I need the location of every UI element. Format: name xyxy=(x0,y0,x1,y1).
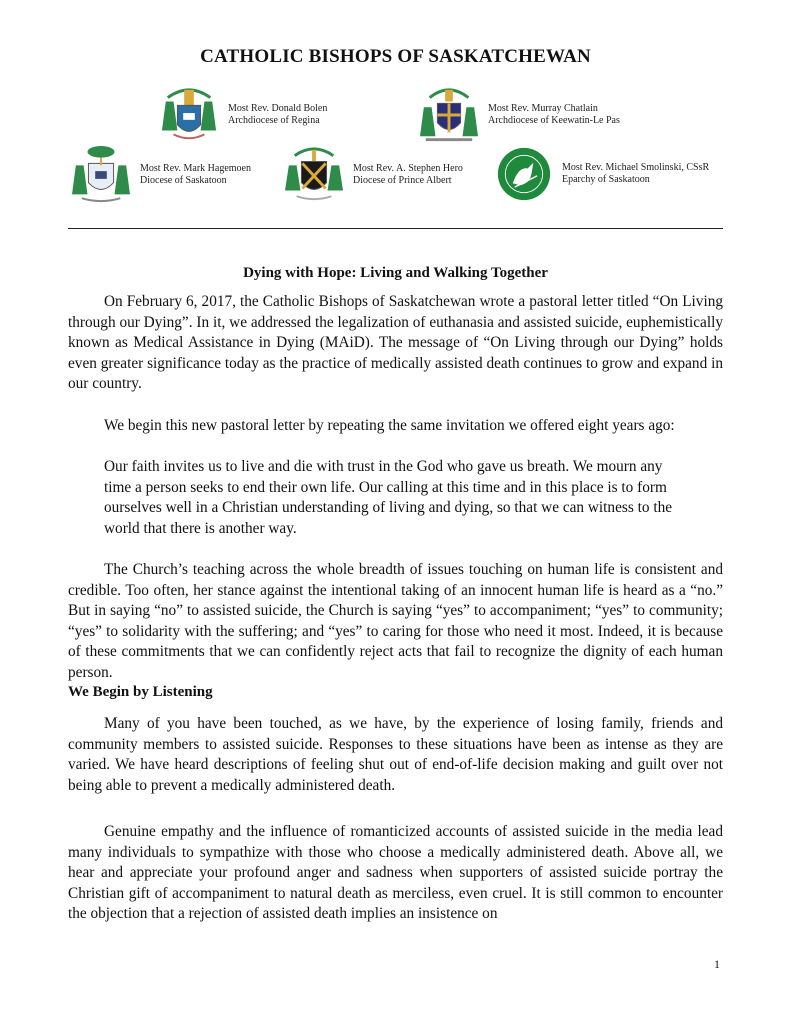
coat-of-arms-regina-icon xyxy=(160,84,218,146)
block-quote: Our faith invites us to live and die with trust in the God who gave us breath. We mourn any time a person seeks to end their own life. Our calling at this time and in this place is to form ourselves well in a Christian understanding of living and dying, so that we can witness to the world that there is another way. xyxy=(104,458,673,537)
bishop-name: Most Rev. A. Stephen Hero xyxy=(353,163,463,174)
bishop-name: Most Rev. Donald Bolen xyxy=(228,103,328,114)
bishop-see: Archdiocese of Keewatin-Le Pas xyxy=(488,115,620,126)
bishop-see: Eparchy of Saskatoon xyxy=(562,174,650,185)
bishop-see: Diocese of Prince Albert xyxy=(353,175,452,186)
coat-of-arms-prince-albert-icon xyxy=(285,144,343,206)
paragraph: On February 6, 2017, the Catholic Bishops of Saskatchewan wrote a pastoral letter titled “On Living through our Dying”. In it, we addressed the legalization of euthanasia and assisted suicide, euphemistically known as Medical Assistance in Dying (MAiD). The message of “On Living through our Dying” holds even greater significance today as the practice of medically assisted death continues to grow and expand in our country. xyxy=(68,293,723,392)
coat-of-arms-saskatoon-icon xyxy=(72,144,130,206)
bishop-name: Most Rev. Murray Chatlain xyxy=(488,103,598,114)
eparchy-seal-icon xyxy=(496,146,552,202)
paragraph: Genuine empathy and the influence of romanticized accounts of assisted suicide in the media lead many individuals to sympathize with those who choose a medically administered death. Above all, we hear and appreciate your profound anger and sadness when supporters of assisted suicide portray the Christian gift of accompaniment to natural death as merciless, even cruel. It is still common to encounter the objection that a rejection of assisted death implies an insistence on xyxy=(68,823,723,922)
document-title: Dying with Hope: Living and Walking Together xyxy=(243,265,548,281)
bishop-entry xyxy=(496,146,709,202)
bishop-entry xyxy=(160,84,327,146)
paragraph: Many of you have been touched, as we have, by the experience of losing family, friends and community members to assisted suicide. Responses to these situations have been as intense as they are varied. We have heard descriptions of feeling shut out of end-of-life decision making and guilt over not being able to prevent a medically administered death. xyxy=(68,715,723,794)
coat-of-arms-keewatin-icon xyxy=(420,84,478,146)
bishop-see: Archdiocese of Regina xyxy=(228,115,320,126)
bishop-entry xyxy=(72,144,251,206)
org-title: CATHOLIC BISHOPS OF SASKATCHEWAN xyxy=(200,46,591,67)
page-number: 1 xyxy=(714,957,720,971)
bishop-name: Most Rev. Mark Hagemoen xyxy=(140,163,251,174)
section-heading: We Begin by Listening xyxy=(68,684,213,700)
bishop-entry xyxy=(285,144,463,206)
bishop-see: Diocese of Saskatoon xyxy=(140,175,227,186)
bishop-entry xyxy=(420,84,620,146)
paragraph: The Church’s teaching across the whole breadth of issues touching on human life is consistent and credible. Too often, her stance against the intentional taking of an innocent human life is heard as a “no.” But in saying “no” to assisted suicide, the Church is saying “yes” to accompaniment; “yes” to community; “yes” to solidarity with the suffering; and “yes” to caring for those who need it most. Indeed, it is because of these commitments that we can confidently reject acts that fail to recognize the dignity of each human person. xyxy=(68,561,723,681)
paragraph: We begin this new pastoral letter by repeating the same invitation we offered eight years ago: xyxy=(104,417,675,434)
bishop-name: Most Rev. Michael Smolinski, CSsR xyxy=(562,162,710,173)
header-divider xyxy=(68,228,723,229)
